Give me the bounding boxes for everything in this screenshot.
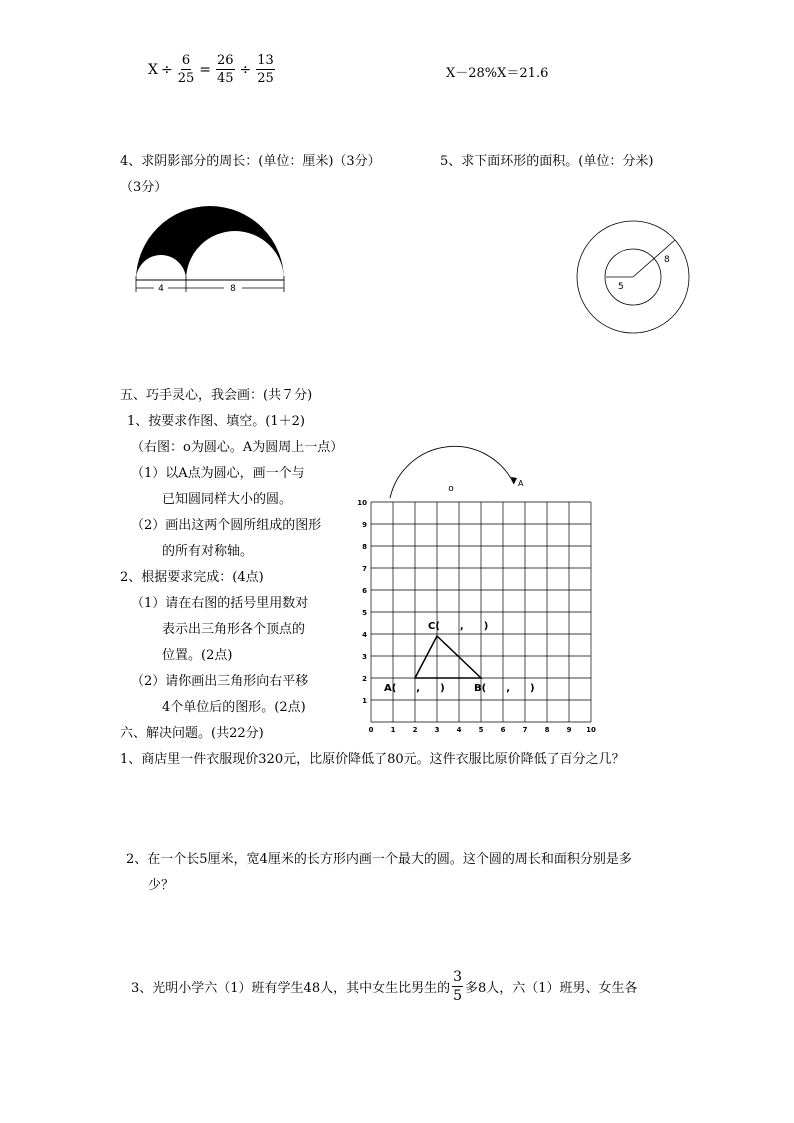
q4-label-large: 8 xyxy=(230,284,236,294)
s6-q3 xyxy=(131,970,638,1003)
x-tick-label: 4 xyxy=(456,726,462,734)
s5-p1-a1: （1）以A点为圆心，画一个与 xyxy=(131,466,305,481)
eq1-x: X xyxy=(148,61,158,78)
x-tick-label: 2 xyxy=(412,726,418,734)
y-tick-label: 1 xyxy=(362,697,367,705)
q4-shaded-figure xyxy=(128,200,292,296)
s6-q3-post: 多8人，六（1）班男、女生各 xyxy=(465,981,638,996)
y-tick-label: 4 xyxy=(362,631,367,639)
s5-p1-b1: （2）画出这两个圆所组成的图形 xyxy=(131,518,322,533)
s5-p1-b2: 的所有对称轴。 xyxy=(162,544,254,559)
eq1-f2-num: 26 xyxy=(216,53,234,68)
s5-p2-b1: （2）请你画出三角形向右平移 xyxy=(131,674,309,689)
circle-point-label: A xyxy=(518,479,524,488)
y-tick-label: 9 xyxy=(362,521,367,529)
triangle-abc xyxy=(415,636,481,678)
x-tick-label: 3 xyxy=(434,726,440,734)
x-tick-label: 5 xyxy=(478,726,484,734)
eq1-div1: ÷ xyxy=(160,61,173,78)
s6-q3-pre: 3、光明小学六（1）班有学生48人，其中女生比男生的 xyxy=(131,981,451,996)
y-tick-label: 6 xyxy=(362,587,367,595)
eq1-f1-num: 6 xyxy=(181,53,191,68)
y-tick-label: 3 xyxy=(362,653,367,661)
equation-1 xyxy=(148,54,277,85)
s6-q2b: 少？ xyxy=(148,878,175,893)
y-tick-label: 5 xyxy=(362,609,367,617)
q4-label-small: 4 xyxy=(158,284,164,294)
s5-p1: 1、按要求作图、填空。(1＋2) xyxy=(127,414,305,429)
eq1-equals: = xyxy=(199,61,211,78)
x-tick-label: 9 xyxy=(566,726,572,734)
s5-p2-a3: 位置。(2点) xyxy=(162,648,233,663)
y-tick-label: 8 xyxy=(362,543,367,551)
x-tick-label: 0 xyxy=(368,726,374,734)
q5-label-outer: 8 xyxy=(664,255,670,265)
circle-arc-figure xyxy=(378,420,528,500)
s6-q3-fraction-num: 3 xyxy=(453,969,463,985)
equation-2: X－28%X＝21.6 xyxy=(446,66,549,81)
q4-score: （3分） xyxy=(120,180,168,195)
x-tick-label: 10 xyxy=(586,726,596,734)
coordinate-grid xyxy=(354,496,594,736)
x-tick-label: 8 xyxy=(544,726,550,734)
q5-title: 5、求下面环形的面积。(单位：分米) xyxy=(440,154,654,169)
s5-p2-a2: 表示出三角形各个顶点的 xyxy=(162,622,306,637)
eq1-f1-den: 25 xyxy=(177,71,195,86)
s5-p1-a2: 已知圆同样大小的圆。 xyxy=(162,492,293,507)
q5-annulus-figure xyxy=(576,216,690,334)
s5-p2: 2、根据要求完成：(4点) xyxy=(120,570,264,585)
eq1-fraction-2 xyxy=(216,54,235,85)
eq1-f2-den: 45 xyxy=(216,71,234,86)
section5-heading: 五、巧手灵心，我会画：(共７分) xyxy=(120,388,313,403)
s6-q1: 1、商店里一件衣服现价320元，比原价降低了80元。这件衣服比原价降低了百分之几？ xyxy=(120,752,625,767)
x-tick-label: 7 xyxy=(522,726,528,734)
s6-q3-fraction-den: 5 xyxy=(453,988,463,1004)
q5-label-inner: 5 xyxy=(618,282,624,292)
x-tick-label: 1 xyxy=(390,726,396,734)
grid-label-b: B( , ) xyxy=(474,683,535,694)
q4-title: 4、求阴影部分的周长：(单位：厘米)（3分） xyxy=(120,154,381,169)
s5-p2-b2: 4个单位后的图形。(2点) xyxy=(162,700,306,715)
grid-label-c: C( , ) xyxy=(428,621,489,632)
eq1-f3-num: 13 xyxy=(257,53,274,68)
x-tick-label: 6 xyxy=(500,726,506,734)
y-tick-label: 10 xyxy=(357,499,367,507)
circle-center-label: o xyxy=(448,484,454,494)
y-tick-label: 7 xyxy=(362,565,367,573)
s6-q2a: 2、在一个长5厘米，宽4厘米的长方形内画一个最大的圆。这个圆的周长和面积分别是多 xyxy=(126,852,632,867)
grid-label-a: A( , ) xyxy=(384,683,445,694)
y-tick-label: 2 xyxy=(362,675,367,683)
s5-p2-a1: （1）请在右图的括号里用数对 xyxy=(131,596,309,611)
eq1-fraction-3 xyxy=(256,54,275,85)
eq1-f3-den: 25 xyxy=(257,71,274,86)
eq1-fraction-1 xyxy=(178,54,195,85)
section6-heading: 六、解决问题。(共22分) xyxy=(120,726,264,741)
s6-q3-fraction xyxy=(452,970,463,1003)
eq1-div2: ÷ xyxy=(239,61,252,78)
s5-p1-note: （右图：o为圆心。A为圆周上一点） xyxy=(131,440,344,455)
